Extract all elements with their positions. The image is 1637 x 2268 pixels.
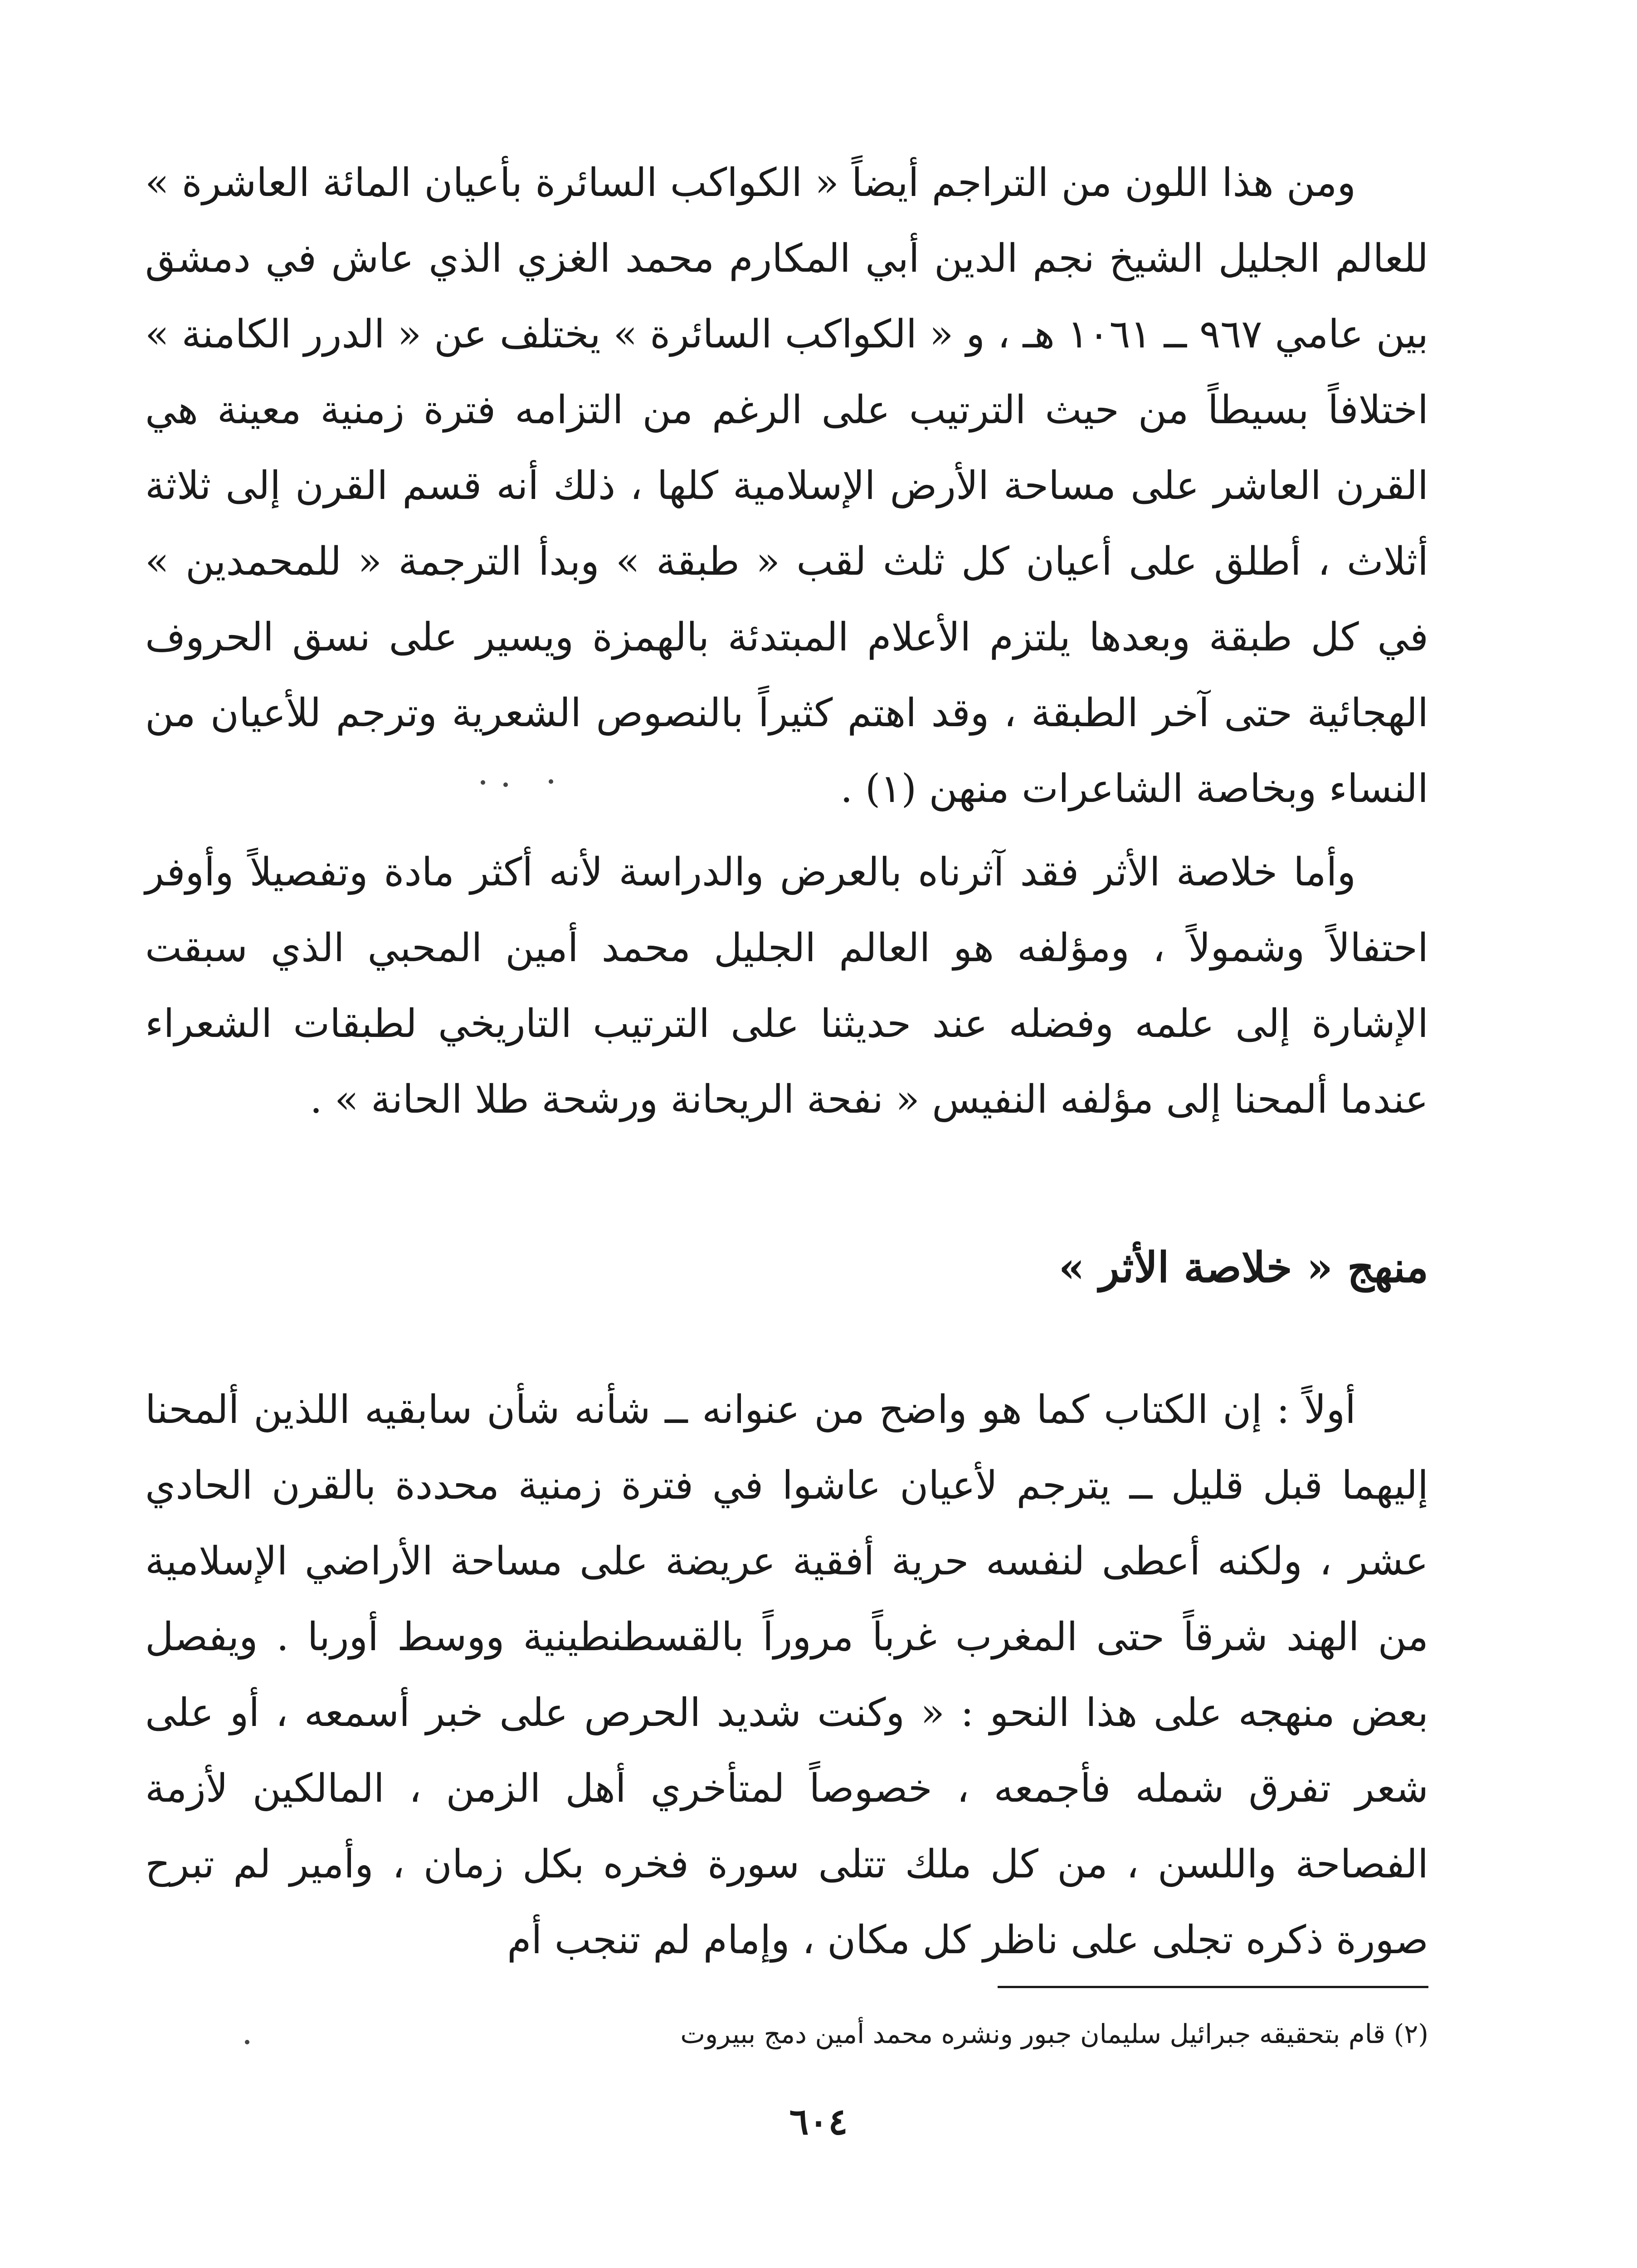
scan-speck bbox=[549, 779, 553, 784]
scan-speck bbox=[503, 782, 508, 787]
scan-speck bbox=[481, 780, 485, 785]
footnote: (٢) قام بتحقيقه جبرائيل سليمان جبور ونشره محمد أمين دمج ببيروت bbox=[680, 2019, 1428, 2049]
footnote-divider bbox=[998, 1986, 1428, 1988]
paragraph-method-text: أولاً : إن الكتاب كما هو واضح من عنوانه ــ شأنه شأن سابقيه اللذين ألمحنا إليهما قبل قليل ــ يترجم لأعيان عاشوا في فترة زمنية محددة بالقرن الحادي عشر ، ولكنه أعطى لنفسه حرية أفقية عريضة على مساحة الأراضي الإسلامية من الهند شرقاً حتى المغرب غرباً مروراً بالقسطنطينية ووسط أوربا . ويفصل بعض منهجه على هذا النحو : « وكنت شديد الحرص على خبر أسمعه ، أو على شعر تفرق شمله فأجمعه ، خصوصاً لمتأخري أهل الزمن ، المالكين لأزمة الفصاحة واللسن ، من كل ملك تتلى سورة فخره بكل زمان ، وأمير لم تبرح صورة ذكره تجلى على ناظر كل مكان ، وإمام لم تنجب أم bbox=[145, 1387, 1428, 1963]
paragraph-kawakib-text: ومن هذا اللون من التراجم أيضاً « الكواكب السائرة بأعيان المائة العاشرة » للعالم الجليل الشيخ نجم الدين أبي المكارم محمد الغزي الذي عاش في دمشق بين عامي ٩٦٧ ــ ١٠٦١ هـ ، و « الكواكب السائرة » يختلف عن « الدرر الكامنة » اختلافاً بسيطاً من حيث الترتيب على الرغم من التزامه فترة زمنية معينة هي القرن العاشر على مساحة الأرض الإسلامية كلها ، ذلك أنه قسم القرن إلى ثلاثة أثلاث ، أطلق على أعيان كل ثلث لقب « طبقة » وبدأ الترجمة « للمحمدين » في كل طبقة وبعدها يلتزم الأعلام المبتدئة بالهمزة ويسير على نسق الحروف الهجائية حتى آخر الطبقة ، وقد اهتم كثيراً بالنصوص الشعرية وترجم للأعيان من النساء وبخاصة الشاعرات منهن (١) . bbox=[145, 160, 1428, 811]
paragraph-khulasat-al-athar bbox=[145, 835, 1428, 1138]
paragraph-kawakib bbox=[145, 145, 1428, 827]
section-heading: منهج « خلاصة الأثر » bbox=[1058, 1243, 1428, 1292]
scan-speck bbox=[245, 2040, 249, 2044]
page-number: ٦٠٤ bbox=[789, 2100, 848, 2143]
paragraph-khulasat-text: وأما خلاصة الأثر فقد آثرناه بالعرض والدراسة لأنه أكثر مادة وتفصيلاً وأوفر احتفالاً وشمولاً ، ومؤلفه هو العالم الجليل محمد أمين المحبي الذي سبقت الإشارة إلى علمه وفضله عند حديثنا على الترتيب التاريخي لطبقات الشعراء عندما ألمحنا إلى مؤلفه النفيس « نفحة الريحانة ورشحة طلا الحانة » . bbox=[145, 850, 1428, 1122]
paragraph-method-first bbox=[145, 1372, 1428, 1978]
